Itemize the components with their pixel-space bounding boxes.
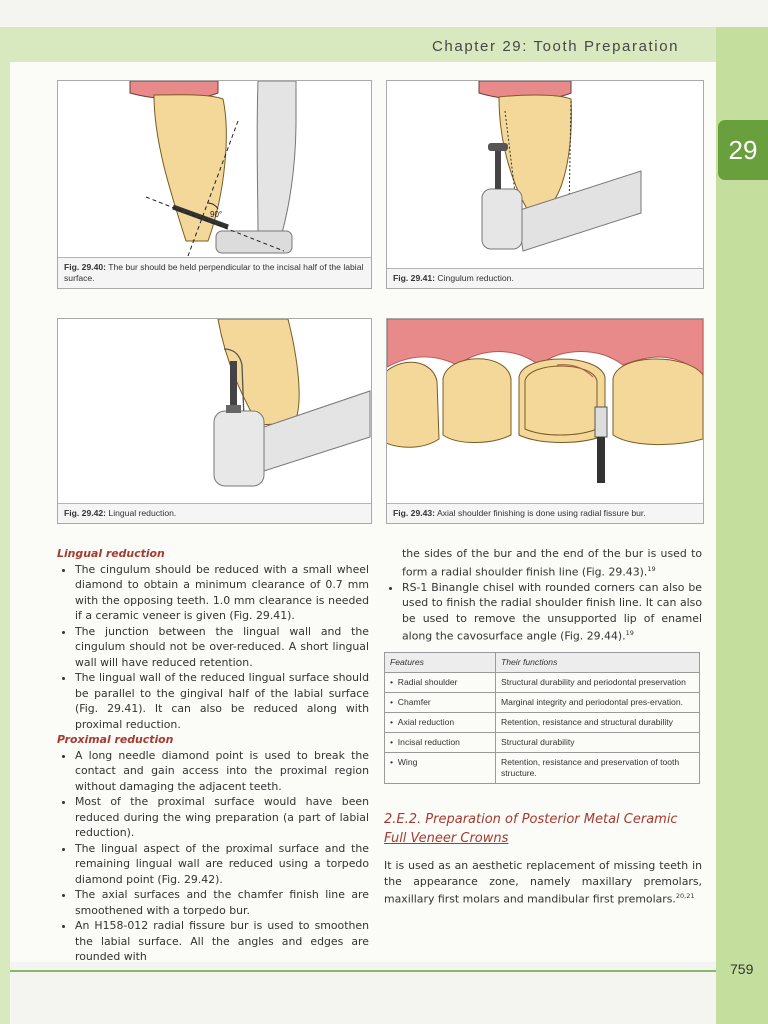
table-header-row [385, 653, 700, 673]
list-item: • A long needle diamond point is used to break the contact and gain access into the proximal region without damaging the adjacent teeth. [75, 748, 369, 795]
feature-name: Chamfer [397, 697, 431, 708]
figure-29-40 [57, 80, 372, 289]
list-item: • The lingual aspect of the proximal surface and the remaining lingual wall are reduced using a torpedo diamond point (Fig. 29.42). [75, 841, 369, 888]
table-row [385, 713, 700, 733]
table-row [385, 733, 700, 753]
fig-caption-text: The bur should be held perpendicular to the incisal half of the labial surface. [64, 262, 364, 283]
list-item: • Most of the proximal surface would have been reduced during the wing preparation (a part of labial reduction). [75, 794, 369, 841]
figure-29-43 [386, 318, 704, 524]
fig-caption-text: Lingual reduction. [108, 508, 177, 518]
list-item [402, 580, 702, 645]
table-row [385, 693, 700, 713]
fig-number: Fig. 29.41: [393, 273, 436, 283]
lingual-reduction-list [57, 562, 369, 733]
fig-number: Fig. 29.40: [64, 262, 107, 272]
section-title-part-1: Preparation of Posterior Metal Ceramic [425, 812, 678, 828]
left-column [57, 546, 369, 965]
figure-29-43-illustration [387, 319, 703, 491]
reference-superscript: 19 [647, 564, 656, 573]
figure-29-42-illustration [58, 319, 371, 491]
table-header: Features [385, 653, 496, 673]
list-item: • An H158-012 radial fissure bur is used to smoothen the labial surface. All the angles and edges are rounded with [75, 918, 369, 965]
section-heading [384, 810, 702, 848]
feature-name: Wing [397, 757, 418, 768]
page-number: 759 [730, 961, 754, 977]
reference-superscript: 19 [625, 629, 634, 638]
chapter-title: Chapter 29: Tooth Preparation [432, 38, 680, 55]
feature-name: Incisal reduction [397, 737, 460, 748]
figure-29-40-illustration [58, 81, 371, 256]
angle-label: 90° [210, 210, 223, 219]
table-cell: Marginal integrity and periodontal pres-ervation. [496, 693, 700, 713]
continuation-sentence: the sides of the bur and the end of the bur is used to form a radial shoulder finish line (Fig. 29.43). [402, 547, 702, 579]
list-item: • The axial surfaces and the chamfer finish line are smoothened with a torpedo bur. [75, 887, 369, 918]
fig-number: Fig. 29.42: [64, 508, 107, 518]
table-cell: • Wing [385, 753, 496, 784]
section-body [384, 858, 702, 907]
table-cell: Retention, resistance and preservation of tooth structure. [496, 753, 700, 784]
section-title-part-2: Full Veneer Crowns [384, 831, 509, 847]
left-margin-band [0, 27, 10, 1024]
fig-number: Fig. 29.43: [393, 508, 436, 518]
section-body-text: It is used as an aesthetic replacement of missing teeth in the appearance zone, namely maxillary premolars, maxillary first molars and mandibular first premolars. [384, 859, 702, 906]
reference-superscript: 20,21 [675, 892, 695, 901]
table-row [385, 673, 700, 693]
table-cell: Structural durability and periodontal preservation [496, 673, 700, 693]
list-item: • The junction between the lingual wall and the cingulum should not be over-reduced. A short lingual wall will have reduced retention. [75, 624, 369, 671]
figure-29-41-caption [387, 268, 703, 288]
proximal-reduction-heading: Proximal reduction [57, 733, 174, 746]
table-cell: • Chamfer [385, 693, 496, 713]
figure-29-43-caption [387, 503, 703, 523]
footer-rule [10, 970, 716, 972]
feature-name: Radial shoulder [397, 677, 458, 688]
proximal-reduction-list [57, 748, 369, 965]
list-item-text: RS-1 Binangle chisel with rounded corners can also be used to finish the radial shoulder finish line. It can also be used to remove the unsupported lip of enamel along the cavosurface angle (Fig. 29.44). [402, 580, 702, 643]
feature-name: Axial reduction [397, 717, 455, 728]
table-row [385, 753, 700, 784]
fig-caption-text: Cingulum reduction. [437, 273, 514, 283]
table-header: Their functions [496, 653, 700, 673]
lingual-reduction-heading: Lingual reduction [57, 547, 165, 560]
section-heading-line-1 [384, 810, 702, 829]
table-cell: • Incisal reduction [385, 733, 496, 753]
fig-caption-text: Axial shoulder finishing is done using radial fissure bur. [436, 508, 646, 518]
continuation-text [384, 546, 702, 580]
list-item: • The cingulum should be reduced with a small wheel diamond to obtain a minimum clearance of 0.7 mm with the opposing teeth. 1.0 mm clearance is needed if a ceramic veneer is given (Fig. 29.41). [75, 562, 369, 624]
figure-29-40-caption [58, 257, 371, 288]
features-table [384, 652, 700, 784]
chisel-list [384, 580, 702, 645]
figure-29-41 [386, 80, 704, 289]
figure-29-41-illustration [387, 81, 703, 256]
chapter-tab: 29 [718, 120, 768, 180]
table-cell: Structural durability [496, 733, 700, 753]
table-cell: • Radial shoulder [385, 673, 496, 693]
right-column [384, 546, 702, 907]
figure-29-42-caption [58, 503, 371, 523]
section-number: 2.E.2. [384, 812, 422, 828]
table-cell: • Axial reduction [385, 713, 496, 733]
figure-29-42 [57, 318, 372, 524]
table-cell: Retention, resistance and structural durability [496, 713, 700, 733]
list-item: • The lingual wall of the reduced lingual surface should be parallel to the gingival half of the labial surface (Fig. 29.41). It can also be reduced along with proximal reduction. [75, 670, 369, 732]
section-heading-line-2 [384, 829, 702, 848]
